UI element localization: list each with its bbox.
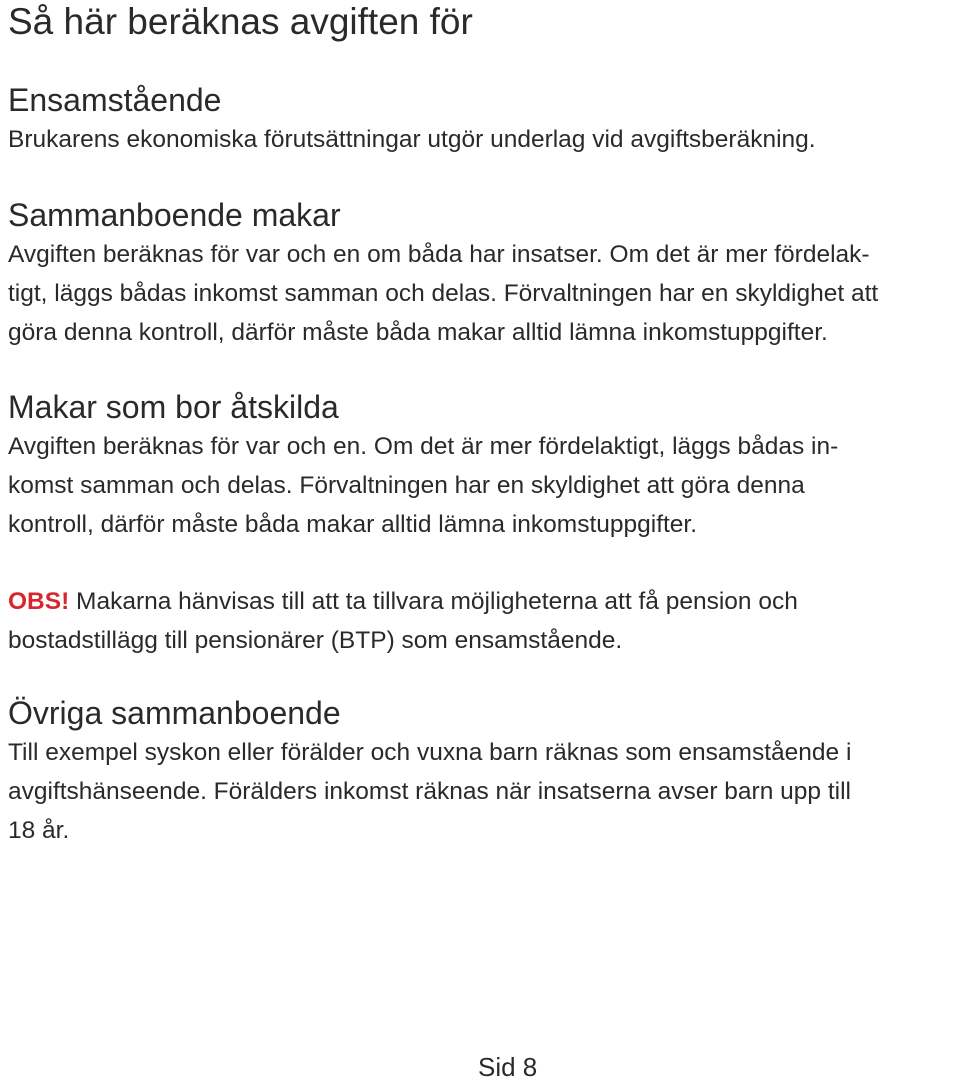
body-line: tigt, läggs bådas inkomst samman och delas. Förvaltningen har en skyldighet att (8, 280, 879, 307)
obs-label: OBS! (8, 588, 70, 615)
section-sammanboende-makar (8, 195, 878, 352)
body-line: avgiftshänseende. Förälders inkomst räknas när insatserna avser barn upp till (8, 778, 851, 805)
section-makar-atskilda (8, 387, 838, 544)
body-line: Avgiften beräknas för var och en om båda har insatser. Om det är mer fördelak- (8, 241, 870, 268)
section-heading: Övriga sammanboende (8, 695, 341, 731)
section-heading: Ensamstående (8, 82, 222, 118)
body-line: Avgiften beräknas för var och en. Om det är mer fördelaktigt, läggs bådas in- (8, 433, 839, 460)
body-line: Makarna hänvisas till att ta tillvara möjligheterna att få pension och (69, 588, 798, 615)
body-line: kontroll, därför måste båda makar alltid lämna inkomstuppgifter. (8, 511, 698, 538)
body-line: komst samman och delas. Förvaltningen har en skyldighet att göra denna (8, 472, 805, 499)
section-heading: Sammanboende makar (8, 197, 341, 233)
body-line: bostadstillägg till pensionärer (BTP) som ensamstående. (8, 627, 623, 654)
section-ovriga-sammanboende (8, 693, 851, 850)
obs-note (8, 582, 798, 660)
page-number: Sid 8 (478, 1052, 538, 1082)
section-heading: Makar som bor åtskilda (8, 389, 339, 425)
body-line: göra denna kontroll, därför måste båda makar alltid lämna inkomstuppgifter. (8, 319, 828, 346)
section-ensamstaende (8, 80, 816, 159)
body-line: 18 år. (8, 817, 70, 844)
page-title: Så här beräknas avgiften för (8, 1, 473, 42)
body-line: Brukarens ekonomiska förutsättningar utgör underlag vid avgiftsberäkning. (8, 126, 816, 153)
body-line: Till exempel syskon eller förälder och vuxna barn räknas som ensamstående i (8, 739, 852, 766)
